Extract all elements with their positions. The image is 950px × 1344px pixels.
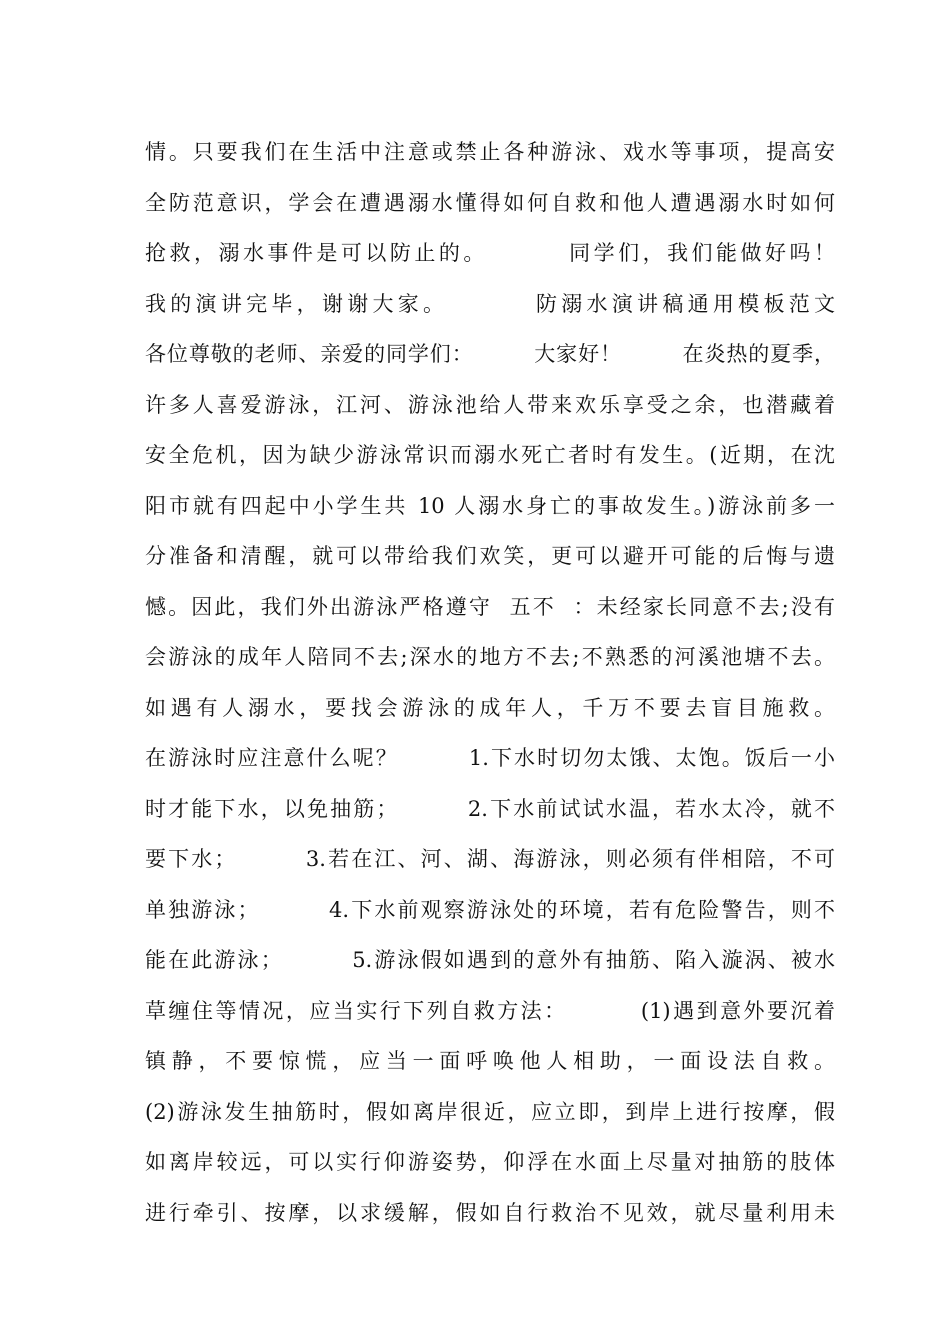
text-line: 会游泳的成年人陪同不去;深水的地方不去;不熟悉的河溪池塘不去。 — [145, 645, 835, 669]
text-line: 镇静，不要惊慌，应当一面呼唤他人相助，一面设法自救。 — [145, 1049, 835, 1073]
body-text — [145, 127, 835, 1238]
text-line: 抢救，溺水事件是可以防止的。 同学们，我们能做好吗！ — [145, 241, 835, 265]
text-line: 憾。因此，我们外出游泳严格遵守 五不 ：未经家长同意不去;没有 — [145, 594, 835, 619]
text-line: 草缠住等情况，应当实行下列自救方法： (1)遇到意外要沉着 — [145, 998, 835, 1023]
text-line: 分准备和清醒，就可以带给我们欢笑，更可以避开可能的后悔与遗 — [145, 544, 835, 568]
text-line: 全防范意识，学会在遭遇溺水懂得如何自救和他人遭遇溺水时如何 — [145, 190, 835, 215]
text-line: 情。只要我们在生活中注意或禁止各种游泳、戏水等事项，提高安 — [145, 140, 835, 164]
text-line: 时才能下水，以免抽筋； 2.下水前试试水温，若水太冷，就不 — [145, 796, 835, 821]
text-line: 许多人喜爱游泳，江河、游泳池给人带来欢乐享受之余，也潜藏着 — [145, 392, 835, 417]
text-line: 能在此游泳； 5.游泳假如遇到的意外有抽筋、陷入漩涡、被水 — [145, 948, 835, 972]
text-line: 安全危机，因为缺少游泳常识而溺水死亡者时有发生。(近期，在沈 — [145, 443, 835, 467]
text-line: 如离岸较远，可以实行仰游姿势，仰浮在水面上尽量对抽筋的肢体 — [145, 1150, 835, 1174]
text-line: 要下水； 3.若在江、河、湖、海游泳，则必须有伴相陪，不可 — [145, 847, 835, 871]
text-line: 进行牵引、按摩，以求缓解，假如自行救治不见效，就尽量利用未 — [145, 1200, 835, 1225]
text-line: 各位尊敬的老师、亲爱的同学们： 大家好！ 在炎热的夏季， — [145, 342, 835, 366]
text-line: 阳市就有四起中小学生共 10 人溺水身亡的事故发生。)游泳前多一 — [145, 493, 835, 518]
text-line: 单独游泳； 4.下水前观察游泳处的环境，若有危险警告，则不 — [145, 897, 835, 922]
text-line: 如遇有人溺水，要找会游泳的成年人，千万不要去盲目施救。 — [145, 695, 835, 720]
text-line: (2)游泳发生抽筋时，假如离岸很近，应立即，到岸上进行按摩，假 — [145, 1099, 835, 1124]
text-line: 在游泳时应注意什么呢？ 1.下水时切勿太饿、太饱。饭后一小 — [145, 746, 835, 770]
text-line: 我的演讲完毕，谢谢大家。 防溺水演讲稿通用模板范文 — [145, 291, 835, 316]
